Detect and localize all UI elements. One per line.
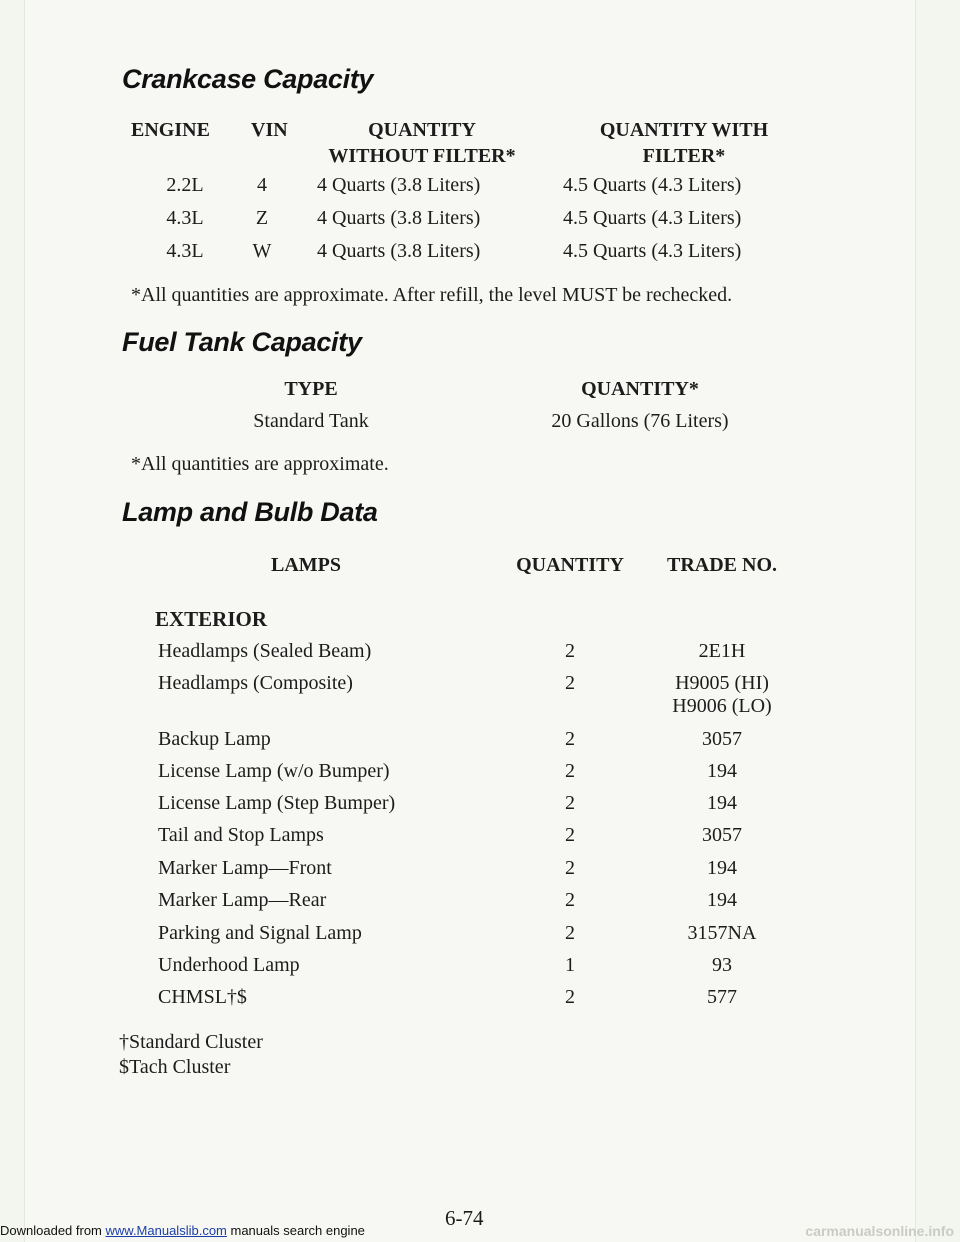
header-qty-with-line1: QUANTITY WITH [599,119,769,141]
lamp-name: Marker Lamp—Front [158,857,332,879]
lamp-trade: 93 [712,954,732,976]
table-cell: W [252,240,272,262]
lamp-qty: 1 [565,954,575,976]
lamp-qty: 2 [565,672,575,694]
header-trade-no: TRADE NO. [666,554,777,576]
lamp-trade: 3157NA [687,922,757,944]
lamp-trade: 194 [707,760,737,782]
lamp-trade: 2E1H [698,640,746,662]
footer-source [0,1223,365,1238]
lamp-name: Backup Lamp [158,728,271,750]
lamp-trade: 3057 [702,728,742,750]
table-cell: 4.5 Quarts (4.3 Liters) [563,207,742,229]
footnote-standard-cluster: †Standard Cluster [119,1031,263,1053]
table-cell: 4.3L [166,240,204,262]
header-qty-without [317,117,527,169]
header-lamps-quantity: QUANTITY [516,554,624,576]
fuel-note: *All quantities are approximate. [131,453,389,475]
lamp-qty: 2 [565,792,575,814]
crankcase-title: Crankcase Capacity [122,64,374,94]
lamp-qty: 2 [565,889,575,911]
lamp-trade: H9005 (HI) [675,672,769,694]
fuel-quantity-value: 20 Gallons (76 Liters) [551,410,729,432]
table-cell: Z [255,207,269,229]
header-qty-without-line2: WITHOUT FILTER* [328,145,516,167]
lamp-qty: 2 [565,986,575,1008]
table-cell: 4.3L [166,207,204,229]
header-vin: VIN [251,119,288,141]
table-cell: 4 Quarts (3.8 Liters) [317,240,481,262]
header-fuel-quantity: QUANTITY* [581,378,699,400]
table-cell: 4.5 Quarts (4.3 Liters) [563,240,742,262]
lamp-name: Marker Lamp—Rear [158,889,327,911]
lamp-name: CHMSL†$ [158,986,247,1008]
lamp-name: Headlamps (Composite) [158,672,353,694]
lamp-qty: 2 [565,857,575,879]
footer-suffix: manuals search engine [226,1223,365,1238]
section-exterior: EXTERIOR [155,607,268,631]
table-cell: 4 Quarts (3.8 Liters) [317,174,481,196]
table-cell: 4.5 Quarts (4.3 Liters) [563,174,742,196]
lamp-name: Parking and Signal Lamp [158,922,362,944]
manual-page [24,0,916,1242]
lamp-name: Headlamps (Sealed Beam) [158,640,372,662]
lamp-name: License Lamp (Step Bumper) [158,792,396,814]
lamp-trade: 577 [707,986,737,1008]
header-lamps: LAMPS [271,554,341,576]
lamp-qty: 2 [565,728,575,750]
lamp-qty: 2 [565,640,575,662]
header-qty-with-line2: FILTER* [642,145,726,167]
lamp-trade: 194 [707,857,737,879]
header-qty-without-line1: QUANTITY [368,119,476,141]
header-engine: ENGINE [131,119,210,141]
lamp-trade: 194 [707,792,737,814]
manualslib-link[interactable]: www.Manualslib.com [105,1223,227,1238]
lamp-qty: 2 [565,760,575,782]
lamp-trade-secondary: H9006 (LO) [672,695,772,717]
table-cell: 4 [257,174,267,196]
lamp-qty: 2 [565,824,575,846]
watermark: carmanualsonline.info [805,1223,954,1239]
footer-prefix: Downloaded from [0,1223,106,1238]
lamp-name: Tail and Stop Lamps [158,824,324,846]
header-type: TYPE [284,378,338,400]
table-cell: 4 Quarts (3.8 Liters) [317,207,481,229]
fuel-type-value: Standard Tank [253,410,369,432]
lamps-title: Lamp and Bulb Data [122,497,378,527]
footnote-tach-cluster: $Tach Cluster [119,1056,231,1078]
lamp-qty: 2 [565,922,575,944]
header-qty-with [569,117,799,169]
crankcase-note: *All quantities are approximate. After refill, the level MUST be rechecked. [131,284,733,306]
lamp-name: License Lamp (w/o Bumper) [158,760,390,782]
fuel-title: Fuel Tank Capacity [122,327,362,357]
page-number: 6-74 [445,1206,484,1230]
lamp-trade: 3057 [702,824,742,846]
table-cell: 2.2L [166,174,204,196]
lamp-name: Underhood Lamp [158,954,300,976]
lamp-trade: 194 [707,889,737,911]
download-footer [0,1220,960,1242]
